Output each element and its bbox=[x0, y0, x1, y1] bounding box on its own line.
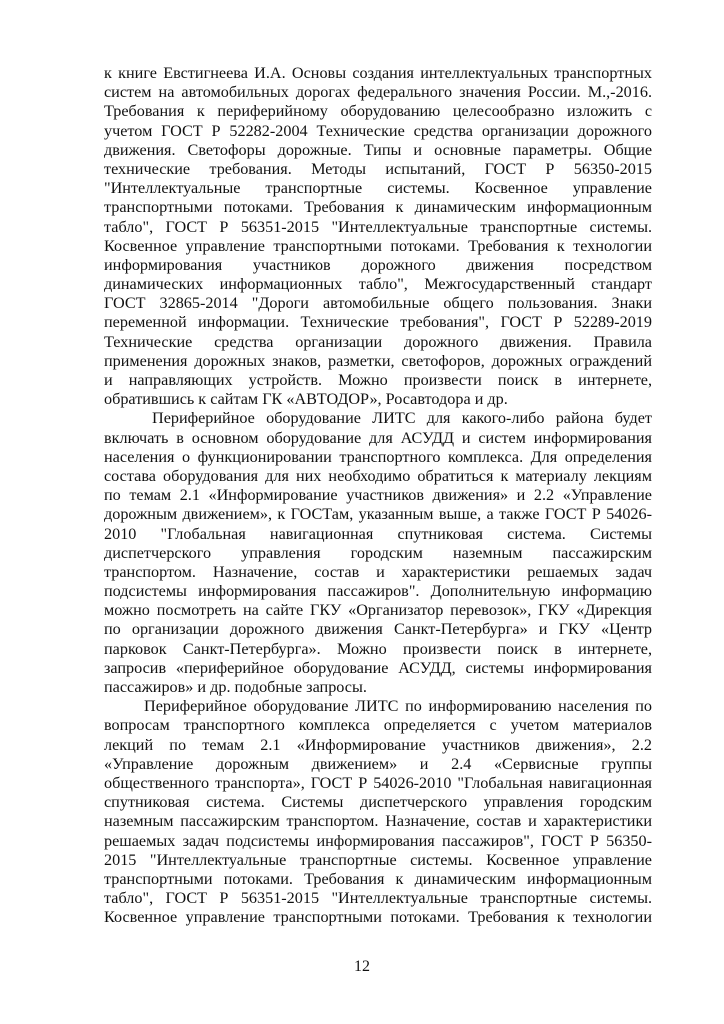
text-line: лекций по темам 2.1 «Информирование участников движения», 2.2 bbox=[104, 735, 652, 754]
text-line: можно посмотреть на сайте ГКУ «Организатор перевозок», ГКУ «Дирекция bbox=[104, 601, 652, 620]
text-line: «Управление дорожным движением» и 2.4 «Сервисные группы bbox=[104, 754, 652, 773]
text-line: спутниковая система. Системы диспетчерского управления городским bbox=[104, 793, 652, 812]
text-line: транспортными потоками. Требования к динамическим информационным bbox=[104, 198, 652, 217]
text-line: решаемых задач подсистемы информирования пассажиров", ГОСТ Р 56350- bbox=[104, 831, 652, 850]
text-line: "Интеллектуальные транспортные системы. Косвенное управление bbox=[104, 179, 652, 198]
text-line: ГОСТ 32865-2014 "Дороги автомобильные общего пользования. Знаки bbox=[104, 294, 652, 313]
text-line: Косвенное управление транспортными потоками. Требования к технологии bbox=[104, 236, 652, 255]
text-line: общественного транспорта», ГОСТ Р 54026-2010 "Глобальная навигационная bbox=[104, 773, 652, 792]
text-line: и направляющих устройств. Можно произвести поиск в интернете, bbox=[104, 371, 652, 389]
text-line: Периферийное оборудование ЛИТС для какого-либо района будет bbox=[152, 409, 652, 428]
text-line: информирования участников дорожного движения посредством bbox=[104, 255, 652, 274]
text-line: вопросам транспортного комплекса определяется с учетом материалов bbox=[104, 716, 652, 735]
text-line: парковок Санкт-Петербурга». Можно произвести поиск в интернете, bbox=[104, 639, 652, 658]
text-line: 2010 "Глобальная навигационная спутниковая система. Системы bbox=[104, 524, 652, 543]
paragraph-3 bbox=[104, 697, 652, 927]
text-line: пассажиров» и др. подобные запросы. bbox=[104, 678, 367, 696]
text-line: табло", ГОСТ Р 56351-2015 "Интеллектуальные транспортные системы. bbox=[104, 217, 652, 236]
text-line: населения о функционировании транспортного комплекса. Для определения bbox=[104, 447, 652, 466]
text-line: дорожным движением», к ГОСТам, указанным выше, а также ГОСТ Р 54026- bbox=[104, 505, 652, 524]
paragraph-2 bbox=[104, 409, 652, 697]
text-line: технические требования. Методы испытаний, ГОСТ Р 56350-2015 bbox=[104, 159, 652, 178]
text-line: Периферийное оборудование ЛИТС по информированию населения по bbox=[144, 697, 652, 716]
text-line: транспортными потоками. Требования к динамическим информационным bbox=[104, 869, 652, 888]
text-line: применения дорожных знаков, разметки, светофоров, дорожных ограждений bbox=[104, 351, 652, 370]
paragraph-1 bbox=[104, 64, 652, 409]
text-line: транспортом. Назначение, состав и характеристики решаемых задач bbox=[104, 562, 652, 581]
text-line: Требования к периферийному оборудованию целесообразно изложить с bbox=[104, 102, 652, 121]
text-line: включать в основном оборудование для АСУДД и систем информирования bbox=[104, 428, 652, 447]
text-line: 2015 "Интеллектуальные транспортные системы. Косвенное управление bbox=[104, 850, 652, 869]
text-line: наземным пассажирским транспортом. Назначение, состав и характеристики bbox=[104, 812, 652, 831]
text-line: обратившись к сайтам ГК «АВТОДОР», Росавтодора и др. bbox=[104, 390, 508, 409]
text-line: движения. Светофоры дорожные. Типы и основные параметры. Общие bbox=[104, 140, 652, 159]
text-line: переменной информации. Технические требования", ГОСТ Р 52289-2019 bbox=[104, 313, 652, 332]
text-line: динамических информационных табло", Межгосударственный стандарт bbox=[104, 275, 652, 294]
text-line: Косвенное управление транспортными потоками. Требования к технологии bbox=[104, 908, 652, 927]
text-line: к книге Евстигнеева И.А. Основы создания интеллектуальных транспортных bbox=[104, 64, 652, 82]
text-line: систем на автомобильных дорогах федерального значения России. М.,-2016. bbox=[104, 83, 652, 102]
text-line: по темам 2.1 «Информирование участников движения» и 2.2 «Управление bbox=[104, 486, 652, 505]
text-line: Технические средства организации дорожного движения. Правила bbox=[104, 332, 652, 351]
text-line: табло", ГОСТ Р 56351-2015 "Интеллектуальные транспортные системы. bbox=[104, 889, 652, 908]
text-line: запросив «периферийное оборудование АСУДД, системы информирования bbox=[104, 658, 652, 677]
text-line: учетом ГОСТ Р 52282-2004 Технические средства организации дорожного bbox=[104, 121, 652, 140]
text-line: состава оборудования для них необходимо обратиться к материалу лекциям bbox=[104, 466, 652, 485]
text-line: по организации дорожного движения Санкт-Петербурга» и ГКУ «Центр bbox=[104, 620, 652, 639]
document-page bbox=[104, 64, 652, 927]
text-line: подсистемы информирования пассажиров". Дополнительную информацию bbox=[104, 582, 652, 601]
text-line: диспетчерского управления городским наземным пассажирским bbox=[104, 543, 652, 562]
page-number: 12 bbox=[354, 958, 370, 975]
